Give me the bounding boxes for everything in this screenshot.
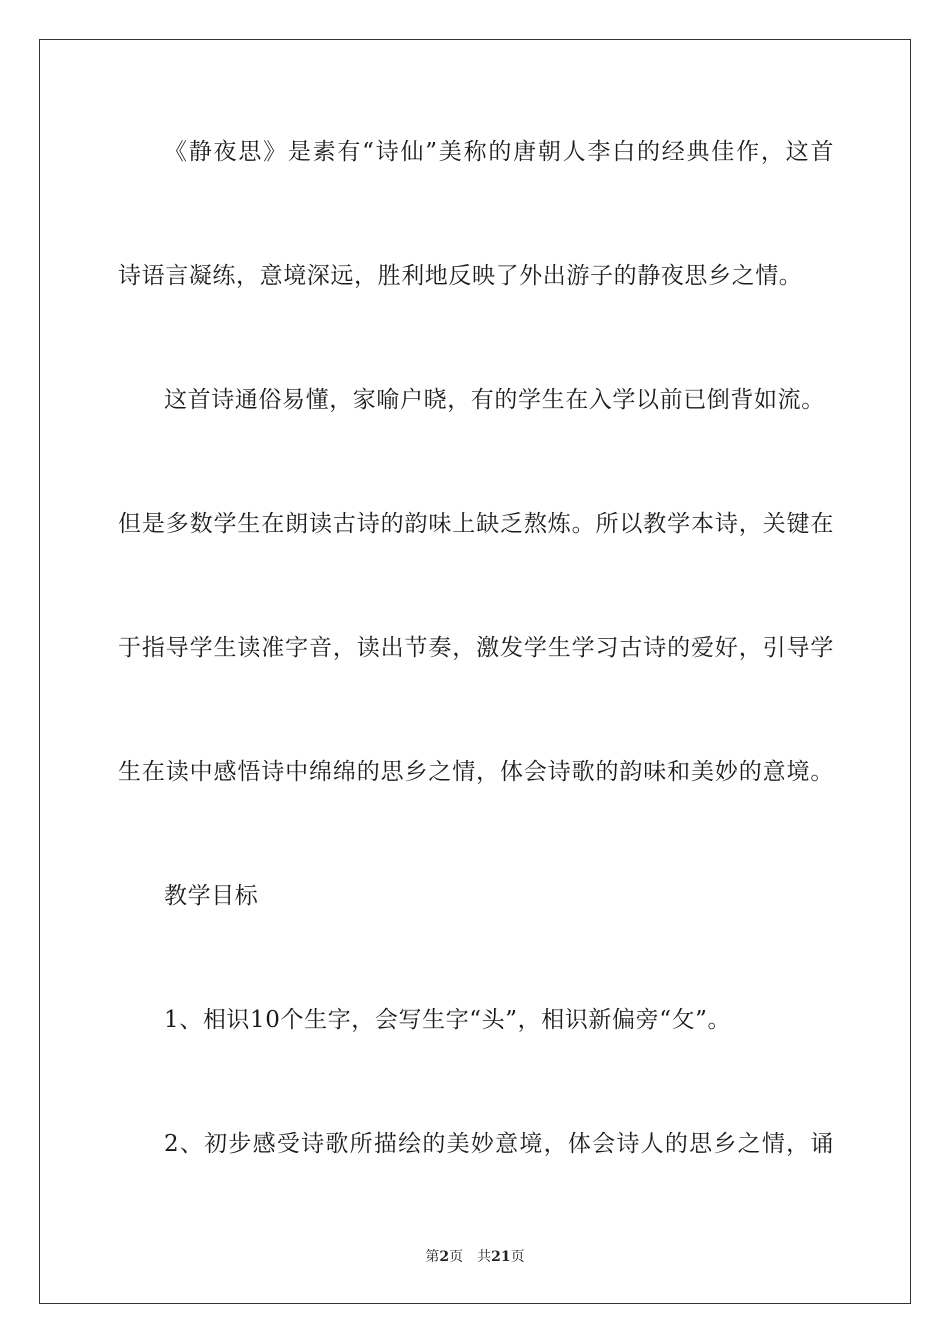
paragraph-line: 生在读中感悟诗中绵绵的思乡之情，体会诗歌的韵味和美妙的意境。 [118, 759, 834, 785]
page-footer [0, 1247, 950, 1267]
footer-page-prefix: 第 [425, 1249, 440, 1265]
paragraph-line: 于指导学生读准字音，读出节奏，激发学生学习古诗的爱好，引导学 [118, 635, 834, 661]
page-border [39, 39, 911, 1304]
footer-total-pages: 21 [491, 1249, 511, 1265]
footer-page-suffix: 页 [449, 1249, 464, 1265]
list-item: 2、初步感受诗歌所描绘的美妙意境，体会诗人的思乡之情，诵 [164, 1131, 834, 1157]
section-heading: 教学目标 [164, 883, 259, 909]
list-item: 1、相识10个生字，会写生字“头”，相识新偏旁“攵”。 [164, 1007, 732, 1033]
footer-total-suffix: 页 [510, 1249, 525, 1265]
paragraph-line: 这首诗通俗易懂，家喻户晓，有的学生在入学以前已倒背如流。 [164, 387, 825, 413]
paragraph-line: 诗语言凝练，意境深远，胜利地反映了外出游子的静夜思乡之情。 [118, 263, 803, 289]
footer-total-prefix: 共 [477, 1249, 492, 1265]
paragraph-line: 但是多数学生在朗读古诗的韵味上缺乏熬炼。所以教学本诗，关键在 [118, 511, 834, 537]
paragraph-line: 《静夜思》是素有“诗仙”美称的唐朝人李白的经典佳作，这首 [164, 139, 834, 165]
footer-page-number: 2 [439, 1249, 450, 1265]
